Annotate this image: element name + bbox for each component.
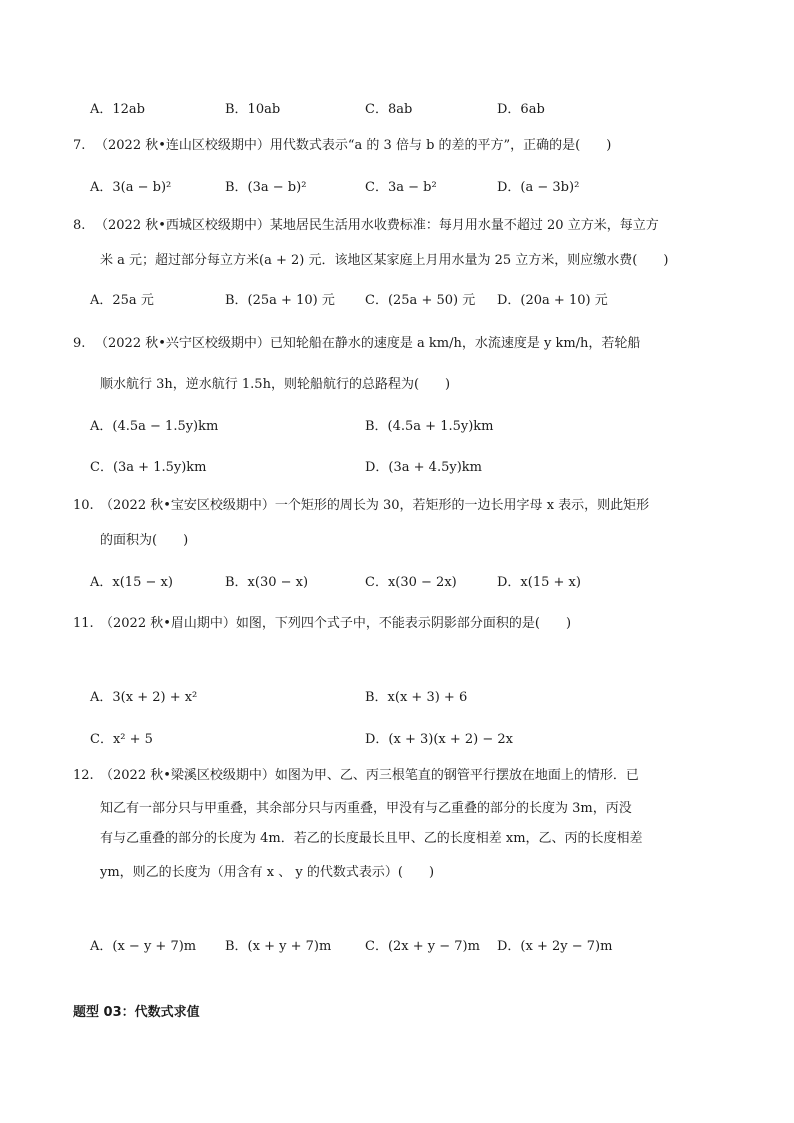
q12-option-d: D．(x + 2y − 7)m — [497, 939, 613, 954]
q9-text-line2: 顺水航行 3h，逆水航行 1.5h，则轮船航行的总路程为( ) — [100, 377, 451, 392]
q12-option-a: A．(x − y + 7)m — [90, 939, 197, 954]
q11-option-b: B．x(x + 3) + 6 — [365, 690, 468, 705]
q7-option-a: A．3(a − b)² — [90, 180, 172, 195]
q12-option-c: C．(2x + y − 7)m — [365, 939, 480, 954]
section-title: 题型 03：代数式求值 — [73, 1005, 200, 1020]
q6-option-d: D．6ab — [497, 102, 545, 117]
q11-number: 11. — [73, 616, 94, 631]
q8-number: 8. — [73, 218, 86, 233]
q12-text-line1: （2022 秋•梁溪区校级期中）如图为甲、乙、丙三根笔直的钢管平行摆放在地面上的情形．已 — [100, 768, 639, 783]
q12-number: 12. — [73, 768, 94, 783]
q11-option-a: A．3(x + 2) + x² — [90, 690, 198, 705]
q10-text-line1: （2022 秋•宝安区校级期中）一个矩形的周长为 30，若矩形的一边长用字母 x 表示，则此矩形 — [100, 498, 650, 513]
q6-option-b: B．10ab — [225, 102, 281, 117]
q10-number: 10. — [73, 498, 94, 513]
q11-option-d: D．(x + 3)(x + 2) − 2x — [365, 732, 513, 747]
q8-text-line2: 米 a 元；超过部分每立方米(a + 2) 元．该地区某家庭上月用水量为 25 立方米，则应缴水费( ) — [100, 253, 669, 268]
q9-option-c: C．(3a + 1.5y)km — [90, 460, 207, 475]
q8-option-a: A．25a 元 — [90, 293, 154, 308]
q10-option-b: B．x(30 − x) — [225, 575, 309, 590]
q12-text-line2: 知乙有一部分只与甲重叠，其余部分只与丙重叠，甲没有与乙重叠的部分的长度为 3m，丙没 — [100, 801, 632, 816]
q10-option-a: A．x(15 − x) — [90, 575, 173, 590]
q12-text-line4: ym，则乙的长度为（用含有 x 、 y 的代数式表示）( ) — [100, 865, 435, 880]
q6-option-c: C．8ab — [365, 102, 413, 117]
q9-option-d: D．(3a + 4.5y)km — [365, 460, 482, 475]
q9-option-a: A．(4.5a − 1.5y)km — [90, 419, 219, 434]
q7-option-c: C．3a − b² — [365, 180, 437, 195]
q10-option-d: D．x(15 + x) — [497, 575, 581, 590]
q8-option-c: C．(25a + 50) 元 — [365, 293, 476, 308]
q10-text-line2: 的面积为( ) — [100, 533, 189, 548]
q11-option-c: C．x² + 5 — [90, 732, 153, 747]
q7-number: 7. — [73, 138, 86, 153]
q7-option-d: D．(a − 3b)² — [497, 180, 580, 195]
q6-option-a: A．12ab — [90, 102, 146, 117]
q12-text-line3: 有与乙重叠的部分的长度为 4m．若乙的长度最长且甲、乙的长度相差 xm，乙、丙的长度相差 — [100, 831, 643, 846]
q11-text: （2022 秋•眉山期中）如图，下列四个式子中，不能表示阴影部分面积的是( ) — [100, 616, 572, 631]
q9-option-b: B．(4.5a + 1.5y)km — [365, 419, 494, 434]
q9-number: 9. — [73, 336, 86, 351]
q9-text-line1: （2022 秋•兴宁区校级期中）已知轮船在静水的速度是 a km/h，水流速度是 y km/h，若轮船 — [95, 336, 641, 351]
q8-option-b: B．(25a + 10) 元 — [225, 293, 335, 308]
q12-option-b: B．(x + y + 7)m — [225, 939, 332, 954]
q8-text-line1: （2022 秋•西城区校级期中）某地居民生活用水收费标准：每月用水量不超过 20 立方米，每立方 — [95, 218, 659, 233]
q7-option-b: B．(3a − b)² — [225, 180, 307, 195]
q10-option-c: C．x(30 − 2x) — [365, 575, 457, 590]
q7-text: （2022 秋•连山区校级期中）用代数式表示“a 的 3 倍与 b 的差的平方”，正确的是( ) — [95, 138, 612, 153]
q8-option-d: D．(20a + 10) 元 — [497, 293, 608, 308]
